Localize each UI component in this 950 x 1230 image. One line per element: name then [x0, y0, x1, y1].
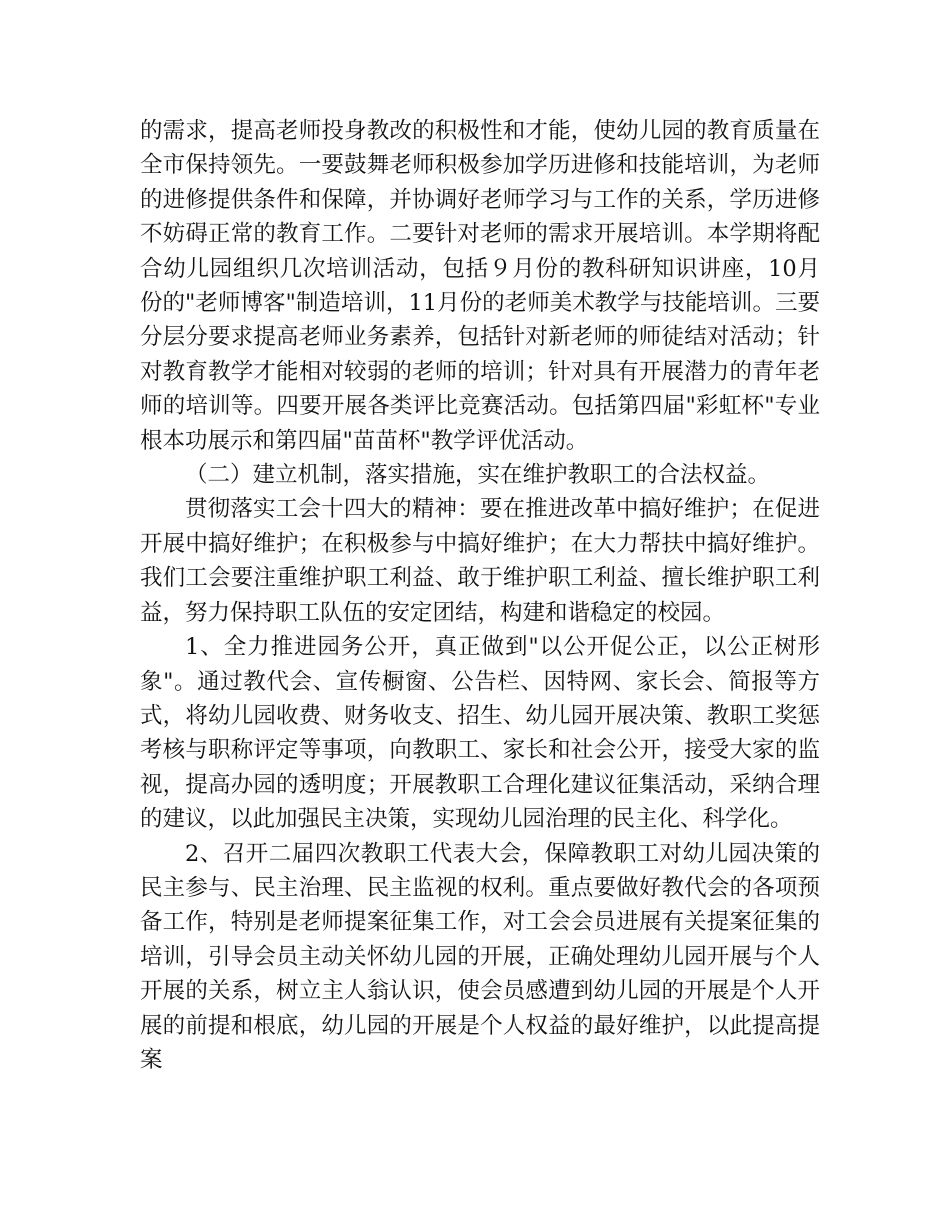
paragraph-affairs-openness: 1、全力推进园务公开，真正做到"以公开促公正，以公正树形象"。通过教代会、宣传橱窗、公告栏、因特网、家长会、简报等方式，将幼儿园收费、财务收支、招生、幼儿园开展决策、教职工奖惩考核与职称评定等事项，向教职工、家长和社会公开，接受大家的监视，提高办园的透明度；开展教职工合理化建议征集活动，采纳合理的建议，以此加强民主决策，实现幼儿园治理的民主化、科学化。: [140, 634, 820, 833]
paragraph-union-spirit: 贯彻落实工会十四大的精神：要在推进改革中搞好维护；在促进开展中搞好维护；在积极参与中搞好维护；在大力帮扶中搞好维护。我们工会要注重维护职工利益、敢于维护职工利益、擅长维护职工利益，努力保持职工队伍的安定团结，构建和谐稳定的校园。: [140, 496, 820, 626]
paragraph-training-plan: 的需求，提高老师投身教改的积极性和才能，使幼儿园的教育质量在全市保持领先。一要鼓舞老师积极参加学历进修和技能培训，为老师的进修提供条件和保障，并协调好老师学习与工作的关系，学历进修不妨碍正常的教育工作。二要针对老师的需求开展培训。本学期将配合幼儿园组织几次培训活动，包括９月份的教科研知识讲座，10月份的"老师博客"制造培训，11月份的老师美术教学与技能培训。三要分层分要求提高老师业务素养，包括针对新老师的师徒结对活动；针对教育教学才能相对较弱的老师的培训；针对具有开展潜力的青年老师的培训等。四要开展各类评比竞赛活动。包括第四届"彩虹杯"专业根本功展示和第四届"苗苗杯"教学评优活动。: [140, 118, 820, 454]
section-heading-rights: （二）建立机制，落实措施，实在维护教职工的合法权益。: [185, 462, 771, 489]
paragraph-staff-congress: 2、召开二届四次教职工代表大会，保障教职工对幼儿园决策的民主参与、民主治理、民主监视的权利。重点要做好教代会的各项预备工作，特别是老师提案征集工作，对工会会员进展有关提案征集的培训，引导会员主动关怀幼儿园的开展，正确处理幼儿园开展与个人开展的关系，树立主人翁认识，使会员感遭到幼儿园的开展是个人开展的前提和根底，幼儿园的开展是个人权益的最好维护，以此提高提案: [140, 840, 820, 1073]
document-page: [140, 114, 820, 1077]
